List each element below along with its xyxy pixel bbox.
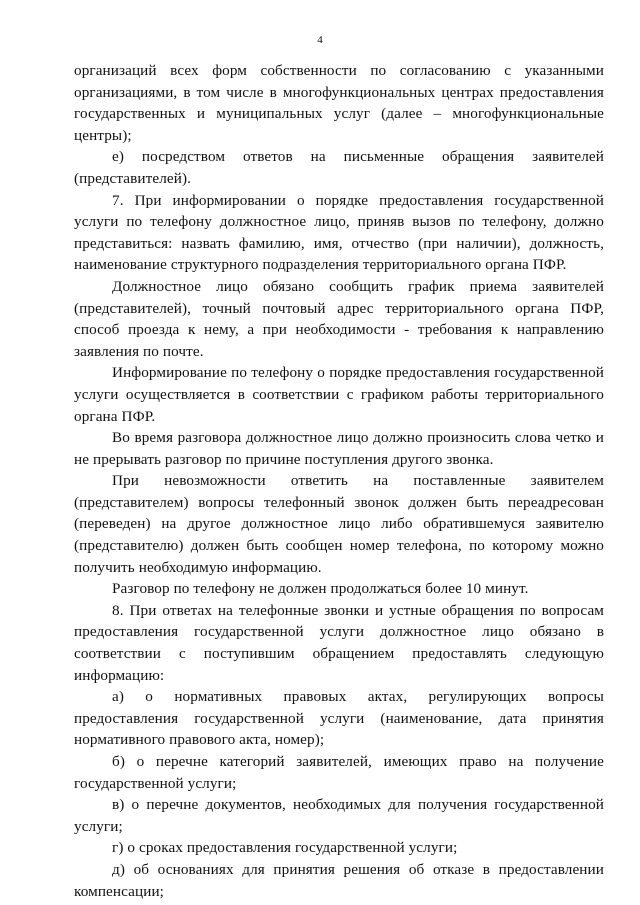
document-body	[74, 60, 604, 902]
paragraph-continuation-organizations: организаций всех форм собственности по согласованию с указанными организациями, в том числе в многофункциональных центрах предоставления государственных и муниципальных услуг (далее – многофункциональные центры);	[74, 62, 604, 144]
list-item-g: г) о сроках предоставления государственной услуги;	[112, 839, 458, 857]
paragraph-call-duration: Разговор по телефону не должен продолжаться более 10 минут.	[112, 580, 529, 598]
paragraph-item-e-written-requests: е) посредством ответов на письменные обращения заявителей (представителей).	[74, 148, 604, 187]
list-item-v: в) о перечне документов, необходимых для получения государственной услуги;	[74, 796, 604, 835]
paragraph-8-information-list: 8. При ответах на телефонные звонки и устные обращения по вопросам предоставления государственной услуги должностное лицо обязано в соответствии с поступившим обращением предоставлять следующую информацию:	[74, 601, 604, 684]
paragraph-conversation-rules: Во время разговора должностное лицо должно произносить слова четко и не прерывать разговор по причине поступления другого звонка.	[74, 429, 604, 468]
paragraph-7-phone-informing: 7. При информировании о порядке предоставления государственной услуги по телефону должностное лицо, приняв вызов по телефону, должно представиться: назвать фамилию, имя, отчество (при наличии), должность, наименование структурного подразделения территориального органа ПФР.	[74, 191, 604, 274]
page-number: 4	[317, 34, 323, 46]
list-item-a: а) о нормативных правовых актах, регулирующих вопросы предоставления государственной услуги (наименование, дата принятия нормативного правового акта, номер);	[74, 688, 604, 749]
list-item-d: д) об основаниях для принятия решения об отказе в предоставлении компенсации;	[74, 860, 604, 900]
paragraph-phone-schedule: Информирование по телефону о порядке предоставления государственной услуги осуществляется в соответствии с графиком работы территориального органа ПФР.	[74, 364, 604, 425]
list-item-b: б) о перечне категорий заявителей, имеющих право на получение государственной услуги;	[74, 753, 604, 792]
paragraph-reception-schedule: Должностное лицо обязано сообщить график приема заявителей (представителей), точный почтовый адрес территориального органа ПФР, способ проезда к нему, а при необходимости - требования к направлению заявления по почте.	[74, 277, 604, 360]
paragraph-call-redirect: При невозможности ответить на поставленные заявителем (представителем) вопросы телефонный звонок должен быть переадресован (переведен) на другое должностное лицо либо обратившемуся заявителю (представителю) должен быть сообщен номер телефона, по которому можно получить необходимую информацию.	[74, 472, 604, 576]
